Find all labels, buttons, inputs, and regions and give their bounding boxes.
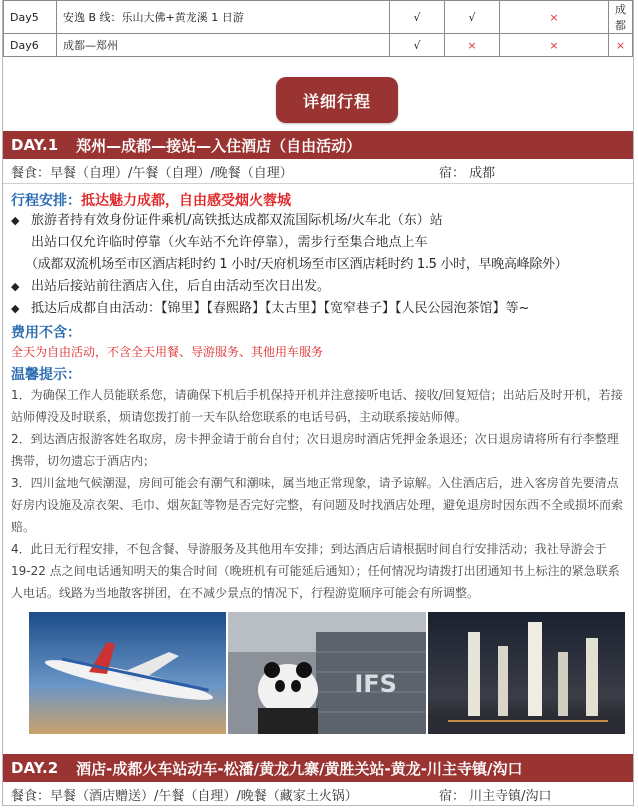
table-row: Day5 安逸 B 线：乐山大佛+黄龙溪 1 日游 √ √ × 成都 xyxy=(4,1,633,34)
diamond-icon: ◆ xyxy=(11,280,20,293)
exclusions-text: 全天为自由活动，不含全天用餐、导游服务、其他用车服务 xyxy=(11,345,324,359)
day2-number: DAY.2 xyxy=(11,759,59,777)
day1-stay: 宿： 成都 xyxy=(439,165,496,181)
ifs-sign-text: IFS xyxy=(354,670,397,698)
airplane-photo xyxy=(29,612,226,734)
ifs-panda-photo xyxy=(228,612,425,734)
day1-meals: 餐食：早餐（自理）/午餐（自理）/晚餐（自理） xyxy=(11,165,293,181)
bullet-item: ◆ 出站后接站前往酒店入住，后自由活动至次日出发。 xyxy=(11,276,625,298)
day2-meals: 餐食：早餐（酒店赠送）/午餐（自理）/晚餐（藏家土火锅） xyxy=(11,788,358,804)
detail-itinerary-button[interactable]: 详细行程 xyxy=(276,77,398,123)
tip-item: 4．此日无行程安排，不包含餐、导游服务及其他用车安排；到达酒店后请根据时间自行安排活动；我社导游会于 19-22 点之间电话通知明天的集合时间（晚班机有可能延后通知）；任何情况均请拨打出团通知书上标注的紧急联系人电话。线路为当地散客拼团，在不减少景点的情况下，行程游览顺序可能会有所调整。 xyxy=(11,542,620,600)
tip-item: 3．四川盆地气候潮湿，房间可能会有潮气和潮味，属当地正常现象，请予谅解。入住酒店后，进入客房首先要清点好房内设施及凉衣架、毛巾、烟灰缸等物是否完好完整，有问题及时找酒店处理，避免退房时因东西不全或损坏而索赔。 xyxy=(11,476,624,534)
day2-header xyxy=(3,754,633,782)
bullet-continuation: 出站口仅允许临时停靠（火车站不允许停靠），需步行至集合地点上车 xyxy=(31,235,428,250)
day1-body xyxy=(3,184,633,734)
diamond-icon: ◆ xyxy=(11,302,20,315)
bullet-item: ◆ 抵达后成都自由活动：【锦里】【春熙路】【太古里】【宽窄巷子】【人民公园泡茶馆】等~ xyxy=(11,298,625,320)
tip-item: 1．为确保工作人员能联系您，请确保下机后手机保持开机并注意接听电话、接收/回复短信；出站后及时开机，若接站师傅没及时联系，烦请您拨打前一天车队给您联系的电话号码，主动联系接站师傅。 xyxy=(11,388,623,424)
table-row: Day6 成都—郑州 √ × × × xyxy=(4,34,633,57)
diamond-icon: ◆ xyxy=(11,214,20,227)
photo-strip xyxy=(29,612,625,734)
city-night-photo xyxy=(428,612,625,734)
day1-header xyxy=(3,131,633,159)
schedule-table xyxy=(3,0,633,57)
day2-title: 酒店-成都火车站动车-松潘/黄龙九寨/黄胜关站-黄龙-川主寺镇/沟口 xyxy=(76,759,523,778)
tip-item: 2．到达酒店报游客姓名取房，房卡押金请于前台自付；次日退房时酒店凭押金条退还；次日退房请将所有行李整理携带，切勿遗忘于酒店内； xyxy=(11,432,619,468)
arrangement-value: 抵达魅力成都，自由感受烟火蓉城 xyxy=(81,193,291,209)
day2-stay: 宿： 川主寺镇/沟口 xyxy=(439,788,552,804)
day1-title: 郑州—成都—接站—入住酒店（自由活动） xyxy=(76,136,362,155)
tips-list xyxy=(11,384,625,604)
itinerary-page xyxy=(2,0,634,806)
bullet-note: （成都双流机场至市区酒店耗时约 1 小时/天府机场至市区酒店耗时约 1.5 小时，早晚高峰除外） xyxy=(25,257,568,272)
day1-number: DAY.1 xyxy=(11,136,59,154)
day2-section xyxy=(3,754,633,806)
arrangement-label: 行程安排： xyxy=(11,193,81,209)
tips-title: 温馨提示： xyxy=(11,367,81,383)
arrangement-line xyxy=(11,190,625,210)
exclusions-title: 费用不含： xyxy=(11,325,81,341)
day2-meals-row xyxy=(3,782,633,806)
detail-button-area xyxy=(3,57,633,131)
bullet-item: ◆ 旅游者持有效身份证件乘机/高铁抵达成都双流国际机场/火车北（东）站 xyxy=(11,210,625,232)
day1-meals-row xyxy=(3,159,633,184)
